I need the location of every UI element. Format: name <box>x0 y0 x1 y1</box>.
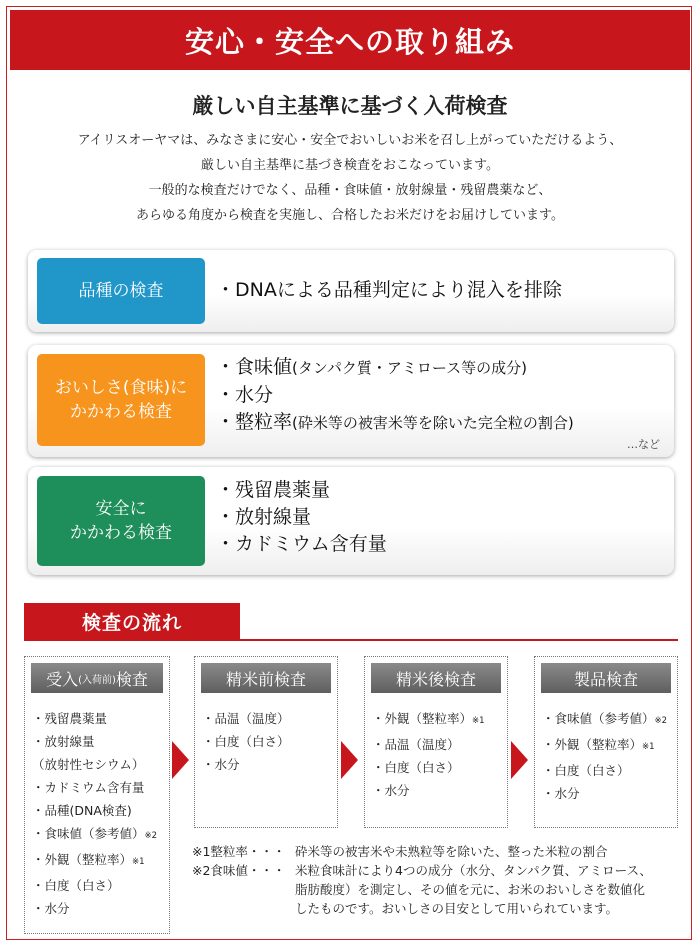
stage-item <box>202 753 290 776</box>
category-row-taste <box>28 345 674 457</box>
footnote-mark: ※1 <box>642 742 655 752</box>
intro-line: 厳しい自主基準に基づき検査をおこなっています。 <box>201 158 499 173</box>
footnote-mark: ※2 <box>144 831 158 841</box>
stage-item-text: （放射性セシウム） <box>32 757 145 772</box>
footnote-key: ※2食味値・・・ <box>192 863 286 878</box>
stage-title-text: 検査 <box>115 669 148 689</box>
item-main-text: ・水分 <box>216 384 274 406</box>
stage-post-milling <box>364 656 508 828</box>
category-item <box>216 382 574 409</box>
footnote-key: ※1整粒率・・・ <box>192 844 286 859</box>
stage-item <box>372 733 485 756</box>
stage-item-text: ・食味値（参考値） <box>542 711 655 726</box>
stage-item-text: ・水分 <box>32 901 70 916</box>
stage-item-text: ・水分 <box>542 786 580 801</box>
footnote-line: したものです。おいしさの目安として用いられています。 <box>295 901 619 916</box>
intro-text <box>0 128 700 228</box>
footnote-line: 米粒食味計により4つの成分（水分、タンパク質、アミロース、 <box>295 863 652 878</box>
footnotes <box>192 842 652 918</box>
intro-line: アイリスオーヤマは、みなさまに安心・安全でおいしいお米を召し上がっていただけるよう、 <box>77 133 623 148</box>
stage-item <box>32 707 157 730</box>
footnote-mark: ※1 <box>132 857 145 867</box>
footnote-line: 脂肪酸度）を測定し、その値を元に、お米のおいしさを数値化 <box>295 882 646 897</box>
stage-item-text: ・品温（温度） <box>372 737 460 752</box>
footnote-text <box>295 842 608 861</box>
flow-arrow-icon <box>511 741 528 779</box>
category-tag-variety <box>37 258 205 324</box>
footnote <box>192 842 652 861</box>
item-detail-text: (砕米等の被害米等を除いた完全粒の割合) <box>292 414 574 432</box>
stage-item <box>542 707 667 733</box>
stage-item-text: ・水分 <box>202 757 240 772</box>
stage-items <box>202 707 290 776</box>
stage-item <box>32 776 157 799</box>
category-tag-safety <box>37 476 205 566</box>
stage-item <box>372 779 485 802</box>
stage-items <box>542 707 667 805</box>
category-tag-label: かかわる検査 <box>70 523 172 543</box>
category-tag-label: おいしさ(食味)に <box>54 378 188 398</box>
stage-item-text: ・白度（白さ） <box>32 878 120 893</box>
category-item: ・放射線量 <box>216 506 312 528</box>
footnote-mark: ※2 <box>654 716 668 726</box>
category-items <box>216 354 574 437</box>
stage-item-text: ・残留農薬量 <box>32 711 108 726</box>
category-item: ・残留農薬量 <box>216 479 331 501</box>
category-items <box>216 477 387 558</box>
etc-note: …など <box>627 438 660 451</box>
stage-item-text: ・白度（白さ） <box>202 734 290 749</box>
stage-item <box>542 733 667 759</box>
stage-title <box>371 663 501 693</box>
footnote <box>192 861 652 918</box>
category-tag-label: 品種の検査 <box>78 281 164 301</box>
stage-product <box>534 656 678 828</box>
stage-item <box>542 759 667 782</box>
stage-item <box>32 799 157 822</box>
stage-item <box>372 756 485 779</box>
item-main-text: ・食味値 <box>216 356 293 378</box>
stage-title-text: 精米後検査 <box>395 669 476 689</box>
category-tag-taste <box>37 354 205 446</box>
stage-item <box>202 730 290 753</box>
category-item <box>216 409 574 437</box>
stage-title-text: 受入 <box>46 669 79 689</box>
stage-item-text: ・外観（整粒率） <box>32 852 133 867</box>
stage-item-text: ・白度（白さ） <box>542 763 630 778</box>
category-tag-label: かかわる検査 <box>70 402 172 422</box>
stage-item <box>32 848 157 874</box>
category-item: ・DNAによる品種判定により混入を排除 <box>216 279 562 301</box>
stage-title-text: 製品検査 <box>573 669 638 689</box>
category-items <box>216 277 562 304</box>
intro-line: 一般的な検査だけでなく、品種・食味値・放射線量・残留農薬など、 <box>148 183 552 198</box>
footnote-line: 砕米等の被害米や未熟粒等を除いた、整った米粒の割合 <box>295 844 608 859</box>
stage-item <box>32 753 157 776</box>
stage-title-note: (入荷前) <box>78 674 116 686</box>
stage-item-text: ・白度（白さ） <box>372 760 460 775</box>
stage-item-text: ・品温（温度） <box>202 711 290 726</box>
category-row-safety <box>28 467 674 575</box>
stage-pre-milling <box>194 656 338 828</box>
stage-item <box>372 707 485 733</box>
stage-title <box>541 663 671 693</box>
stage-item <box>32 874 157 897</box>
stage-item-text: ・食味値（参考値） <box>32 826 145 841</box>
stage-item-text: ・外観（整粒率） <box>372 711 473 726</box>
flow-arrow-icon <box>172 741 189 779</box>
stage-item-text: ・品種(DNA検査) <box>32 803 132 818</box>
stage-item <box>542 782 667 805</box>
stage-item <box>32 730 157 753</box>
flow-section-title: 検査の流れ <box>24 603 240 639</box>
footnote-text <box>295 861 652 918</box>
stage-item-text: ・外観（整粒率） <box>542 737 643 752</box>
stage-item-text: ・放射線量 <box>32 734 95 749</box>
stage-item-text: ・カドミウム含有量 <box>32 780 145 795</box>
stage-title <box>201 663 331 693</box>
item-detail-text: (タンパク質・アミロース等の成分) <box>292 359 527 377</box>
item-main-text: ・整粒率 <box>216 411 293 433</box>
stage-items <box>32 707 157 920</box>
stage-item <box>202 707 290 730</box>
stage-items <box>372 707 485 802</box>
footnote-mark: ※1 <box>472 716 485 726</box>
stage-item-text: ・水分 <box>372 783 410 798</box>
stage-item <box>32 897 157 920</box>
stage-title-text: 精米前検査 <box>225 669 306 689</box>
stage-receiving <box>24 656 170 934</box>
category-item <box>216 354 574 382</box>
page-banner-title: 安心・安全への取り組み <box>10 10 690 70</box>
category-row-variety <box>28 250 674 332</box>
stage-item <box>32 822 157 848</box>
category-item: ・カドミウム含有量 <box>216 533 387 555</box>
category-tag-label: 安全に <box>95 499 147 519</box>
intro-line: あらゆる角度から検査を実施し、合格したお米だけをお届けしています。 <box>136 208 564 223</box>
flow-arrow-icon <box>341 741 358 779</box>
stage-title <box>31 663 163 693</box>
section-heading: 厳しい自主基準に基づく入荷検査 <box>192 94 508 118</box>
flow-divider <box>24 639 678 641</box>
